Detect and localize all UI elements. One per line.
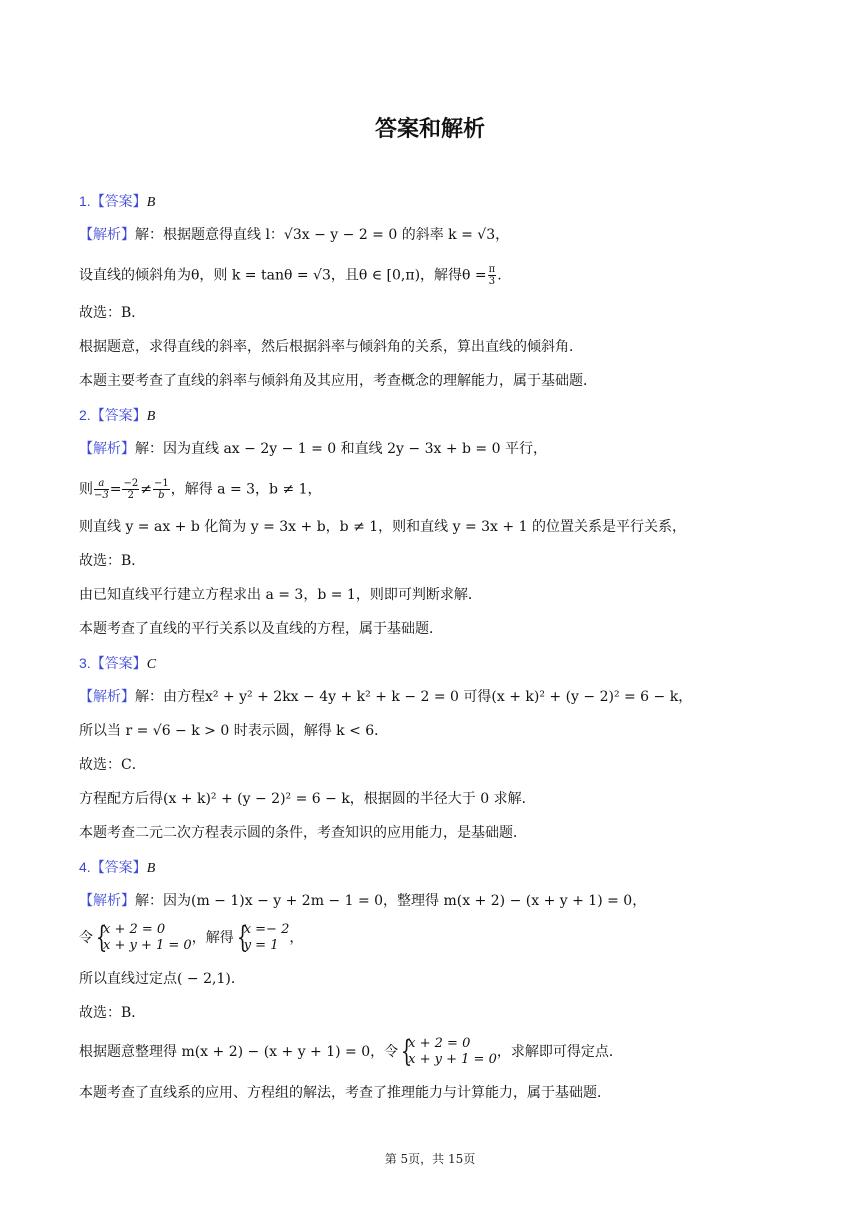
analysis-2-line-3: 则直线 y = ax + b 化简为 y = 3x + b，b ≠ 1，则和直线 y = 3x + 1 的位置关系是平行关系， bbox=[79, 519, 686, 535]
fraction-denominator: −3 bbox=[94, 490, 109, 501]
fraction-numerator: −2 bbox=[123, 478, 139, 489]
analysis-1-line-2 bbox=[79, 264, 502, 287]
answer-tag: 【答案】 bbox=[90, 194, 147, 210]
analysis-text: 设直线的倾斜角为θ，则 k = tanθ = √3，且θ ∈ [0,π)，解得θ = bbox=[79, 267, 487, 284]
analysis-3-line-2: 所以当 r = √6 − k > 0 时表示圆，解得 k < 6． bbox=[79, 723, 389, 739]
analysis-1-line-1 bbox=[79, 226, 509, 244]
equation-system bbox=[398, 1036, 497, 1068]
equation: x + y + 1 = 0 bbox=[103, 938, 192, 953]
analysis-text: ，求解即可得定点． bbox=[496, 1044, 623, 1060]
analysis-2-line-1 bbox=[79, 440, 547, 458]
page-footer: 第 5页，共 15页 bbox=[384, 1152, 476, 1166]
fraction bbox=[153, 478, 170, 501]
question-number: 4. bbox=[79, 859, 91, 875]
analysis-text: 令 bbox=[79, 930, 93, 946]
page-title: 答案和解析 bbox=[374, 117, 485, 142]
question-number: 2. bbox=[79, 407, 91, 423]
answer-3 bbox=[79, 654, 156, 674]
answer-4 bbox=[79, 858, 155, 878]
fraction-numerator: −1 bbox=[153, 478, 169, 489]
analysis-text: ，解得 bbox=[191, 930, 234, 946]
analysis-tag: 【解析】 bbox=[79, 441, 135, 457]
question-number: 1. bbox=[79, 193, 91, 209]
analysis-2-line-2 bbox=[79, 478, 322, 501]
analysis-1-line-3: 故选：B． bbox=[79, 305, 146, 321]
question-number: 3. bbox=[79, 655, 91, 671]
analysis-4-line-5 bbox=[79, 1036, 623, 1068]
answer-choice: B bbox=[146, 861, 156, 876]
analysis-3-line-5: 本题考查二元二次方程表示圆的条件，考查知识的应用能力，是基础题． bbox=[79, 825, 527, 841]
fraction-numerator: a bbox=[94, 478, 109, 490]
fraction-denominator: b bbox=[158, 490, 165, 501]
fraction bbox=[122, 478, 139, 501]
equation: { x + 2 = 0 bbox=[103, 922, 166, 937]
analysis-1-line-5: 本题主要考查了直线的斜率与倾斜角及其应用，考查概念的理解能力，属于基础题． bbox=[79, 373, 597, 389]
analysis-3-line-1 bbox=[79, 688, 692, 706]
analysis-3-line-4: 方程配方后得(x + k)² + (y − 2)² = 6 − k，根据圆的半径大于 0 求解． bbox=[79, 791, 536, 807]
analysis-4-line-3: 所以直线过定点( − 2,1)． bbox=[79, 971, 245, 987]
answer-2 bbox=[79, 406, 155, 426]
analysis-text: 解：因为(m − 1)x − y + 2m − 1 = 0，整理得 m(x + 2) − (x + y + 1) = 0， bbox=[135, 893, 647, 909]
analysis-tag: 【解析】 bbox=[79, 689, 135, 705]
answer-tag: 【答案】 bbox=[90, 860, 147, 876]
analysis-2-line-4: 故选：B． bbox=[79, 553, 146, 569]
analysis-text: 解：因为直线 ax − 2y − 1 = 0 和直线 2y − 3x + b = 0 平行， bbox=[135, 441, 547, 457]
equation: { x + 2 = 0 bbox=[408, 1036, 471, 1051]
fraction-denominator: 3 bbox=[488, 276, 496, 287]
analysis-4-line-1 bbox=[79, 892, 646, 910]
analysis-2-line-6: 本题考查了直线的平行关系以及直线的方程，属于基础题． bbox=[79, 621, 443, 637]
analysis-tag: 【解析】 bbox=[79, 893, 135, 909]
analysis-text: 解：根据题意得直线 l：√3x − y − 2 = 0 的斜率 k = √3， bbox=[135, 227, 510, 243]
analysis-text: 则 bbox=[79, 481, 93, 498]
answer-1 bbox=[79, 192, 155, 212]
analysis-text: ， bbox=[289, 930, 304, 946]
equation: y = 1 bbox=[243, 938, 279, 953]
answer-choice: C bbox=[146, 657, 157, 672]
answer-choice: B bbox=[146, 195, 156, 210]
fraction-numerator: π bbox=[488, 264, 496, 275]
answer-choice: B bbox=[146, 409, 156, 424]
analysis-2-line-5: 由已知直线平行建立方程求出 a = 3，b = 1，则即可判断求解． bbox=[79, 587, 482, 603]
analysis-text: . bbox=[497, 267, 502, 284]
analysis-text: ，解得 a = 3，b ≠ 1， bbox=[170, 481, 322, 498]
equation-system bbox=[93, 922, 192, 954]
answer-tag: 【答案】 bbox=[90, 656, 147, 672]
fraction bbox=[488, 264, 497, 287]
analysis-1-line-4: 根据题意，求得直线的斜率，然后根据斜率与倾斜角的关系，算出直线的倾斜角． bbox=[79, 339, 583, 355]
equals-sign: = bbox=[109, 481, 122, 498]
analysis-tag: 【解析】 bbox=[79, 227, 135, 243]
not-equal-sign: ≠ bbox=[140, 481, 152, 498]
equation: { x =− 2 bbox=[243, 922, 290, 937]
equation-system bbox=[234, 922, 290, 954]
analysis-text: 根据题意整理得 m(x + 2) − (x + y + 1) = 0，令 bbox=[79, 1044, 399, 1060]
answer-tag: 【答案】 bbox=[90, 408, 147, 424]
equation: x + y + 1 = 0 bbox=[408, 1052, 497, 1067]
fraction-denominator: 2 bbox=[127, 490, 135, 501]
analysis-4-line-2 bbox=[79, 922, 303, 954]
fraction bbox=[94, 478, 109, 501]
analysis-4-line-6: 本题考查了直线系的应用、方程组的解法，考查了推理能力与计算能力，属于基础题． bbox=[79, 1085, 611, 1101]
analysis-text: 解：由方程x² + y² + 2kx − 4y + k² + k − 2 = 0 可得(x + k)² + (y − 2)² = 6 − k， bbox=[135, 689, 693, 705]
analysis-4-line-4: 故选：B． bbox=[79, 1005, 146, 1021]
analysis-3-line-3: 故选：C． bbox=[79, 757, 146, 773]
